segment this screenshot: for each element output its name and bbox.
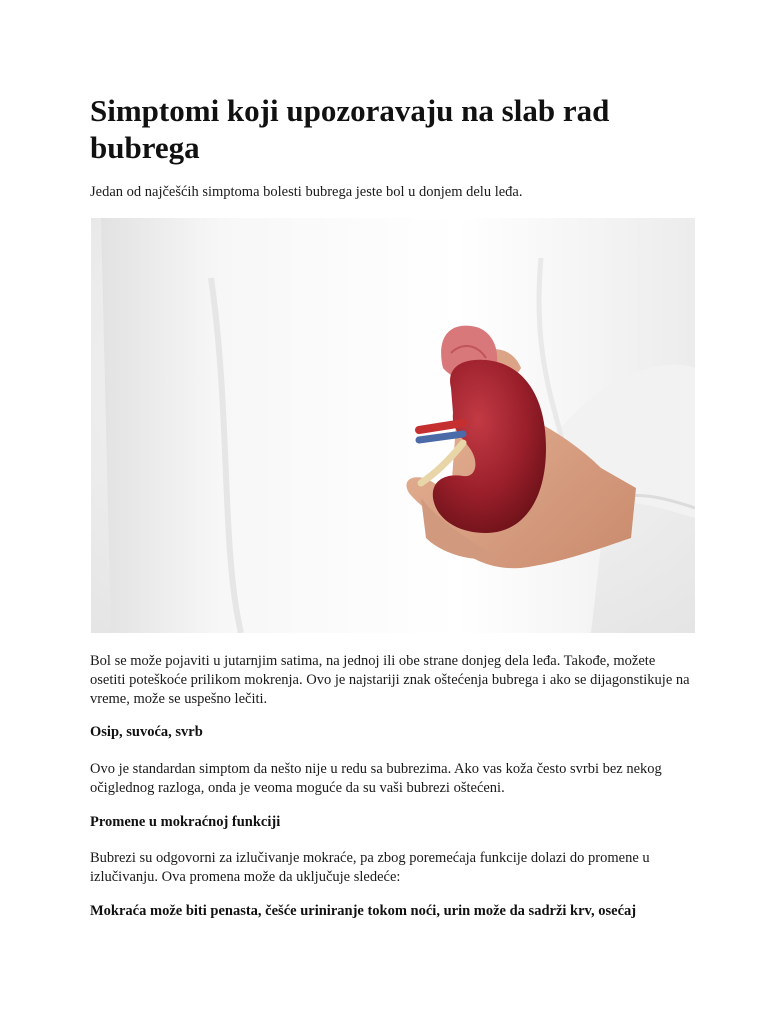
section-heading-3: Mokraća može biti penasta, češće uriniranje tokom noći, urin može da sadrži krv, osećaj bbox=[90, 903, 637, 919]
kidney-photo bbox=[91, 218, 695, 633]
body-paragraph-1: Bol se može pojaviti u jutarnjim satima, na jednoj ili obe strane donjeg dela leđa. Takođe, možete osetiti poteškoće prilikom mokrenja. Ovo je najstariji znak oštećenja bubrega i ako se dijagonstikuje na vreme, može se uspešno lečiti. bbox=[90, 653, 690, 707]
section-heading-2: Promene u mokraćnoj funkciji bbox=[90, 814, 281, 830]
body-paragraph-3: Bubrezi su odgovorni za izlučivanje mokraće, pa zbog poremećaja funkcije dolazi do promene u izlučivanju. Ova promena može da uključuje sledeće: bbox=[90, 850, 650, 885]
intro-paragraph: Jedan od najčešćih simptoma bolesti bubrega jeste bol u donjem delu leđa. bbox=[90, 184, 523, 200]
article-title: Simptomi koji upozoravaju na slab rad bubrega bbox=[90, 93, 610, 165]
body-paragraph-2: Ovo je standardan simptom da nešto nije u redu sa bubrezima. Ako vas koža često svrbi bez nekog očiglednog razloga, onda je veoma moguće da su vaši bubrezi oštećeni. bbox=[90, 761, 662, 796]
section-heading-1: Osip, suvoća, svrb bbox=[90, 724, 203, 740]
